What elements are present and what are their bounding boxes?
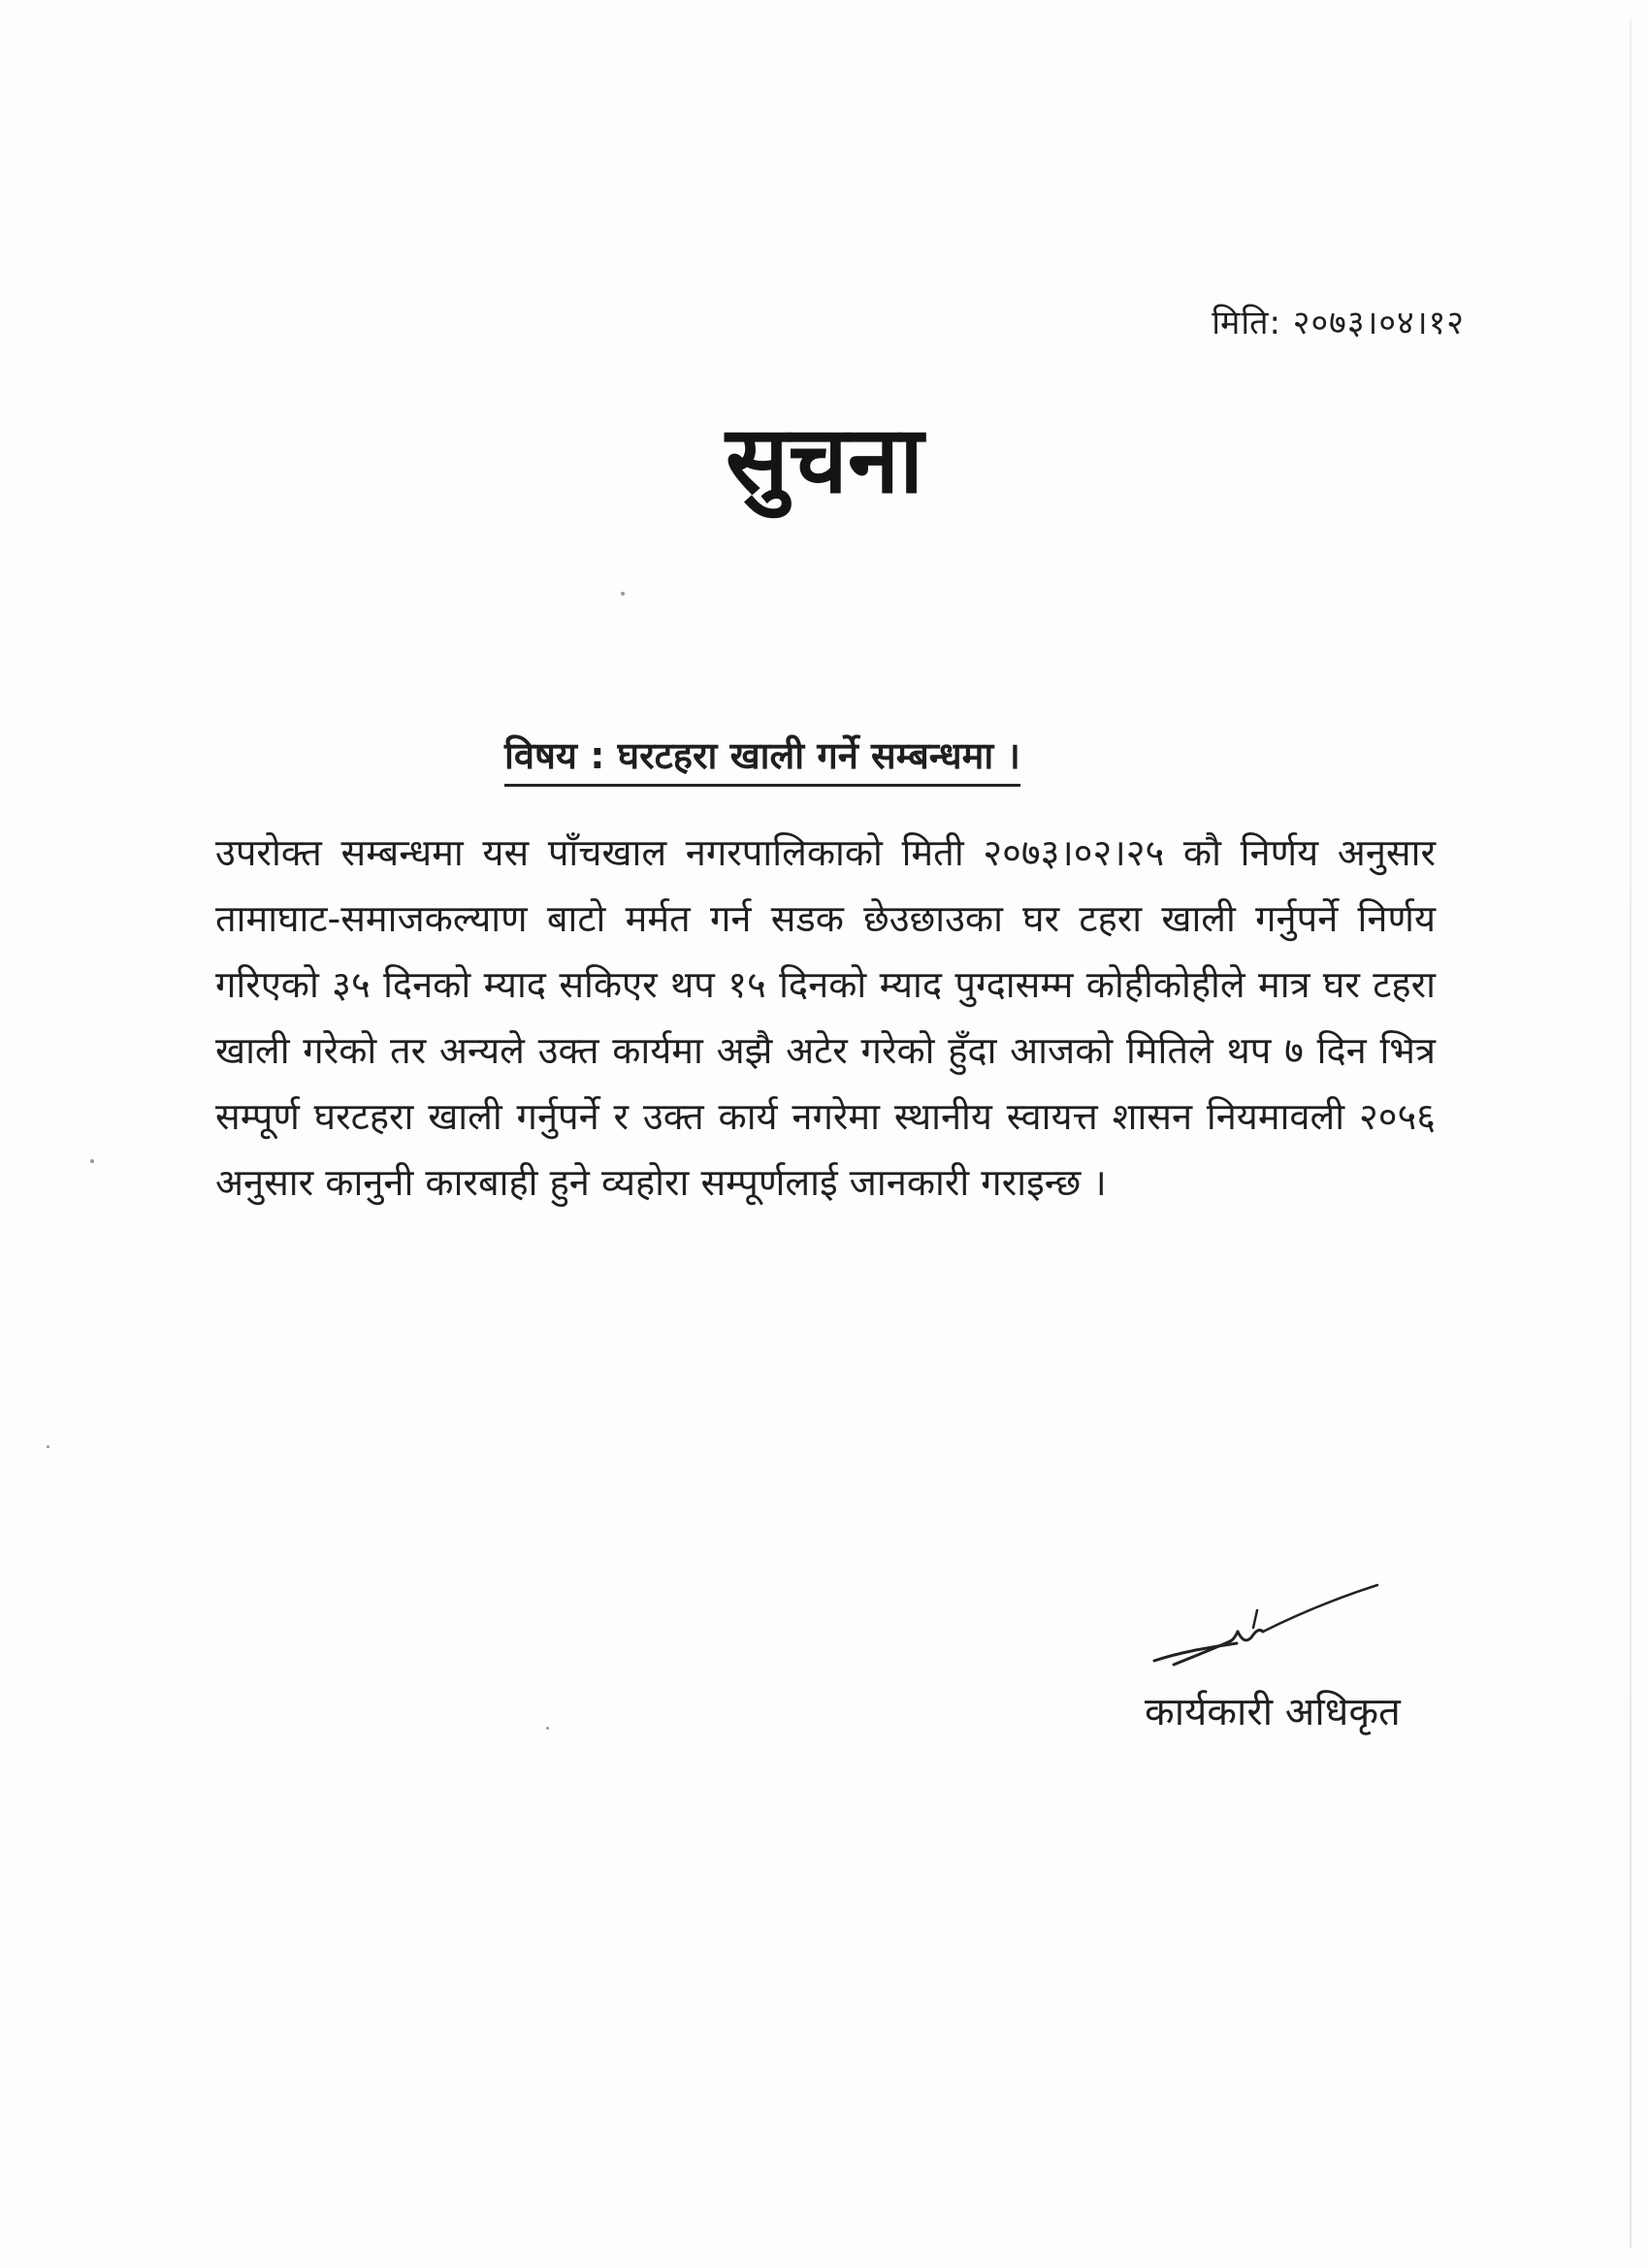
scan-speck [621, 592, 625, 596]
scan-speck [47, 1445, 49, 1448]
scan-speck [90, 1159, 94, 1163]
scan-speck [546, 1727, 549, 1730]
signature-area [1125, 1571, 1416, 1766]
notice-body: उपरोक्त सम्बन्धमा यस पाँचखाल नगरपालिकाको मिती २०७३।०२।२५ कौ निर्णय अनुसार तामाघाट-समाजकल्याण बाटो मर्मत गर्न सडक छेउछाउका घर टहरा खाली गर्नुपर्ने निर्णय गरिएको ३५ दिनको म्याद सकिएर थप १५ दिनको म्याद पुग्दासम्म कोहीकोहीले मात्र घर टहरा खाली गरेको तर अन्यले उक्त कार्यमा अझै अटेर गरेको हुँदा आजको मितिले थप ७ दिन भित्र सम्पूर्ण घरटहरा खाली गर्नुपर्ने र उक्त कार्य नगरेमा स्थानीय स्वायत्त शासन नियमावली २०५६ अनुसार कानुनी कारबाही हुने व्यहोरा सम्पूर्णलाई जानकारी गराइन्छ । [215, 831, 1436, 1204]
signatory-title: कार्यकारी अधिकृत [1145, 1690, 1401, 1734]
notice-subject: विषय : घरटहरा खाली गर्ने सम्बन्धमा । [504, 729, 1020, 787]
notice-title: सुचना [726, 405, 923, 514]
notice-date: मिति: २०७३।०४।१२ [1212, 304, 1465, 342]
handwritten-signature [1145, 1571, 1397, 1678]
paper-edge [1630, 19, 1632, 2249]
